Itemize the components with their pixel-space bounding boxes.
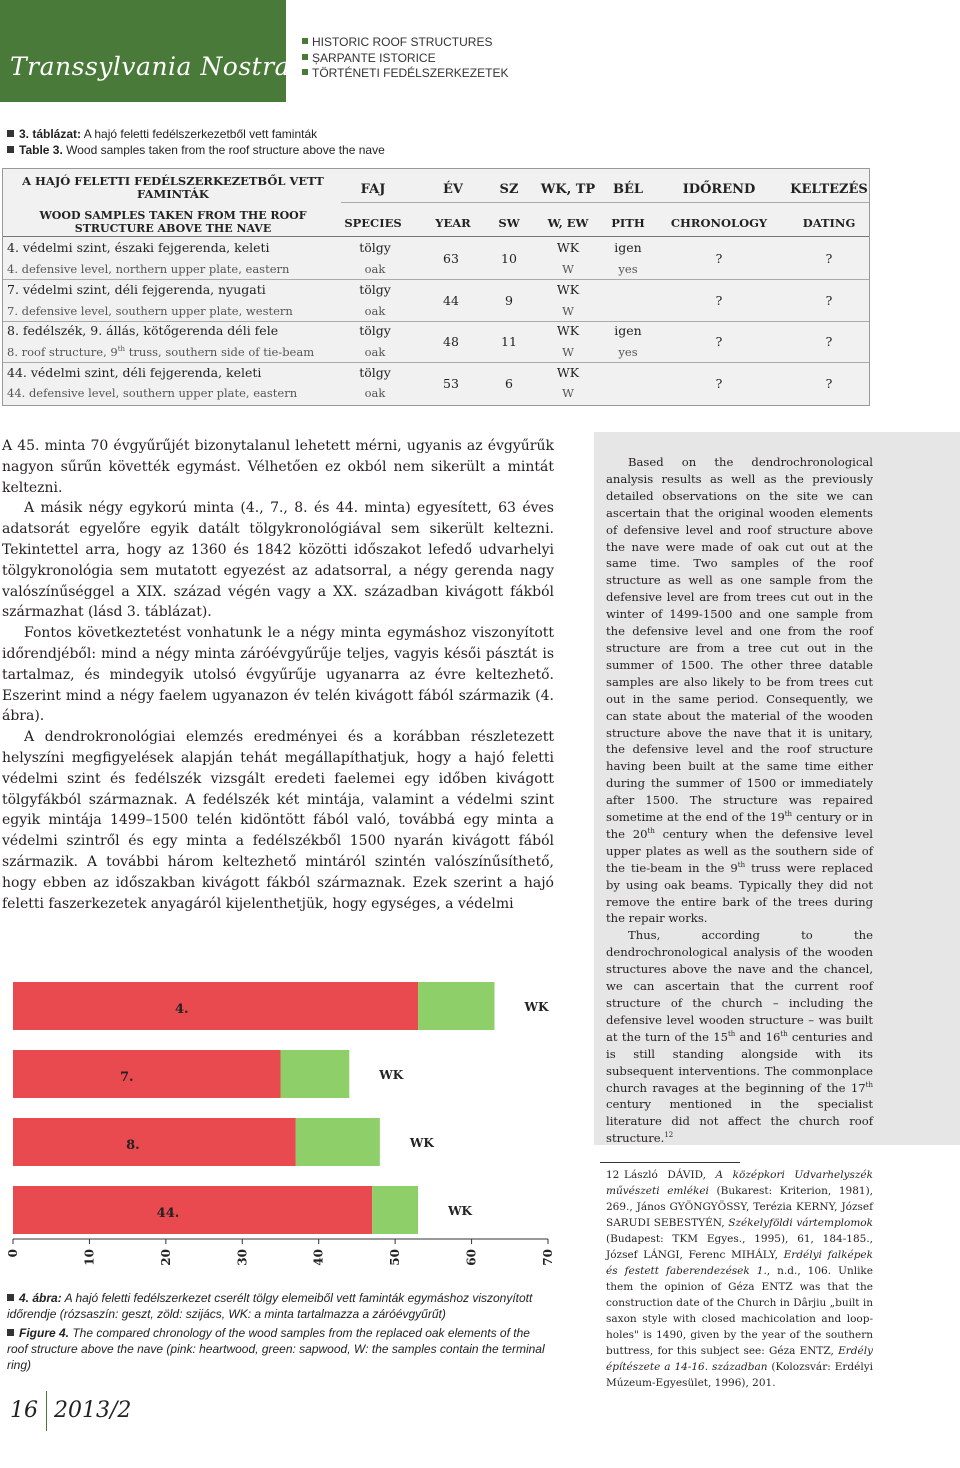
row-label-en: 7. defensive level, southern upper plate, western — [7, 304, 293, 318]
topic-item: HISTORIC ROOF STRUCTURES — [302, 35, 508, 51]
col-header: CHRONOLOGY — [670, 216, 768, 230]
tick-label: 30 — [235, 1249, 250, 1266]
footnote-number: 12 — [606, 1169, 620, 1181]
square-bullet-icon — [7, 130, 14, 137]
divider — [3, 236, 869, 237]
tick-label: 20 — [158, 1249, 173, 1266]
paragraph: Fontos következtetést vonhatunk le a négy minta egymáshoz viszonyított időrendjéből: mind a négy minta záróévgyűrűje teljes, vagyis késői pásztát is tartalmaz, és mindegyik utolsó évgyűrűje ugyanarra az évre keltezhető. Eszerint mind a négy faelem ugyanazon év telén kivágott fából származik (4. ábra). — [2, 625, 554, 725]
footnote-ref[interactable]: 12 — [664, 1131, 674, 1140]
square-bullet-icon — [302, 38, 308, 44]
col-header: W, EW — [547, 216, 589, 230]
species-hu: tölgy — [359, 240, 391, 255]
year-value: 53 — [443, 376, 459, 391]
figure-caption: 4. ábra: A hajó feletti fedélszerkezet cserélt tölgy elemeiből vett faminták egymáshoz viszonyított időrendje (rózsaszín: geszt, zöld: szijács, WK: a minta tartalmazza a záróévgyűrűt) Figure 4. The compared chronology of the wood samples from the replaced oak elements of the roof structure above the nave (pink: heartwood, green: sapwood, W: the samples contain the terminal ring) — [7, 1291, 545, 1372]
bar-heartwood — [13, 1050, 281, 1098]
tick-label: 60 — [464, 1249, 479, 1266]
paragraph: Based on the dendrochronological analysis results as well as the previously detailed observations on the site we can ascertain that the original wooden elements of defensive level and roof structure above the nave were made of oak cut out at the same time. Two samples of the roof structure as well as one sample from the defensive level are from trees cut out in the winter of 1499-1500 and one sample from the defensive level and one from the roof structure are from a tree cut out in the summer of 1500. The other three datable samples are also likely to be from trees cut out in the same period. Consequently, we can state about the material of the wooden structure above the nave that it is unitary, the defensive level and the roof structure having been built at the same time either during the summer of 1500 or immediately after 1500. The structure was repaired sometime at the end of the 19th century or in the 20th century when the defensive level upper plates as well as the southern side of the tie-beam in the 9th truss were replaced by using oak beams. Typically they did not remove the entire bark of the trees during the repair works. — [606, 455, 874, 926]
species-hu: tölgy — [359, 323, 391, 338]
wk-hu: WK — [556, 323, 580, 338]
square-bullet-icon — [302, 54, 308, 60]
topic-item: TÖRTÉNETI FEDÉLSZERKEZETEK — [302, 66, 508, 82]
footer-divider — [46, 1391, 47, 1431]
species-en: oak — [364, 262, 386, 276]
col-header: IDŐREND — [682, 182, 756, 197]
year-value: 63 — [443, 251, 459, 266]
bar-sapwood — [418, 982, 494, 1030]
square-bullet-icon — [7, 146, 14, 153]
row-label-en: 44. defensive level, southern upper plate, eastern — [7, 386, 298, 400]
col-header: KELTEZÉS — [790, 182, 868, 197]
terminal-ring-label: WK — [448, 1204, 472, 1218]
row-label-hu: 7. védelmi szint, déli fejgerenda, nyugati — [7, 282, 266, 297]
dating-value: ? — [825, 293, 833, 308]
sw-value: 9 — [505, 293, 513, 308]
tick-label: 0 — [6, 1249, 20, 1258]
paragraph: Thus, according to the dendrochronological analysis of the wooden structures above the nave and the chancel, we can ascertain that the current roof structure of the church – including the defensive level wooden structure – was built at the turn of the 15th and 16th centuries and is still standing alongside with its subsequent interventions. The commonplace church ravages at the beginning of the 17th century mentioned in the specialist literature did not affect the church roof structure.$^{12}$ — [606, 928, 873, 1146]
brand-title: Transsylvania Nostra — [10, 52, 291, 81]
terminal-ring-label: WK — [524, 1000, 549, 1014]
bar-label: 4. — [175, 1002, 189, 1017]
divider — [3, 321, 869, 322]
brand-banner — [0, 0, 291, 102]
square-bullet-icon — [7, 1329, 14, 1336]
bar-heartwood — [13, 982, 418, 1030]
col-header: YEAR — [435, 216, 471, 230]
row-label-hu: 8. fedélszék, 9. állás, kötőgerenda déli fele — [7, 323, 279, 338]
col-header: SPECIES — [344, 216, 402, 230]
sw-value: 6 — [505, 376, 513, 391]
body-text-hu — [2, 436, 554, 914]
dating-value: ? — [825, 251, 833, 266]
divider — [341, 202, 869, 203]
wk-hu: WK — [556, 365, 580, 380]
topic-list — [302, 35, 508, 82]
terminal-ring-label: WK — [409, 1136, 434, 1150]
dating-value: ? — [825, 334, 833, 349]
row-label-hu: 4. védelmi szint, északi fejgerenda, keleti — [7, 240, 270, 255]
issue-number: 2013/2 — [54, 1398, 132, 1423]
col-header: DATING — [802, 216, 856, 230]
species-en: oak — [364, 386, 386, 400]
col-header: WK, TP — [540, 182, 596, 197]
divider — [3, 362, 869, 363]
sw-value: 10 — [501, 251, 517, 266]
pith-hu: igen — [614, 323, 642, 338]
tick-label: 70 — [541, 1249, 555, 1266]
square-bullet-icon — [302, 69, 308, 75]
species-hu: tölgy — [359, 282, 391, 297]
wk-en: W — [562, 386, 574, 400]
bar-sapwood — [281, 1050, 350, 1098]
bar-heartwood — [13, 1118, 296, 1166]
footnote: 12 László DÁVID, A középkori Udvarhelyszék művészeti emlékei (Bukarest: Kriterion, 1981), 269., János GYÖNGYÖSSY, Terézia KERNY, József SARUDI SEBESTYÉN, Székelyföldi vártemplomok (Budapest: TKM Egyes., 1995), 61, 184-185., József LÁNGI, Ferenc MIHÁLY, Erdélyi falképek és festett faberendezések 1., n.d., 106. Unlike them the opinion of Géza ENTZ was that the construction date of the Church in Dârjiu „built in saxon style with closed machicolation and loop-holes" is 1490, given by the year of the southern buttress, for this subject see: Géza ENTZ, Erdély építészete a 14-16. században (Kolozsvár: Erdélyi Múzeum-Egyesület, 1996), 201. — [606, 1169, 874, 1389]
year-value: 48 — [443, 334, 459, 349]
bar-heartwood — [13, 1186, 372, 1234]
wk-en: W — [562, 304, 574, 318]
tick-label: 50 — [388, 1249, 403, 1266]
divider — [3, 279, 869, 280]
terminal-ring-label: WK — [379, 1068, 404, 1082]
pith-en: yes — [618, 262, 638, 276]
pith-hu: igen — [614, 240, 642, 255]
chronology-value: ? — [715, 334, 723, 349]
sw-value: 11 — [501, 334, 517, 349]
bar-sapwood — [296, 1118, 380, 1166]
table-title-en: WOOD SAMPLES TAKEN FROM THE ROOF STRUCTURE ABOVE THE NAVE — [39, 209, 307, 235]
page-number: 16 — [10, 1398, 38, 1423]
chronology-value: ? — [715, 376, 723, 391]
page-footer — [0, 1389, 960, 1468]
wk-en: W — [562, 262, 574, 276]
bar-label: 7. — [120, 1070, 134, 1085]
wood-samples-table — [2, 168, 870, 406]
species-en: oak — [364, 345, 386, 359]
bar-sapwood — [372, 1186, 418, 1234]
col-header: PITH — [611, 216, 645, 230]
row-label-en: 8. roof structure, 9th truss, southern side of tie-beam — [7, 345, 315, 359]
dating-value: ? — [825, 376, 833, 391]
x-ticks — [6, 1239, 555, 1266]
chart-bars — [13, 982, 549, 1234]
paragraph: A másik négy egykorú minta (4., 7., 8. és 44. minta) egyesített, 63 éves adatsorát egyelőre egyik datált tölgykronológiával sem sikerült keltezni. Tekintettel arra, hogy az 1360 és 1842 közötti időszakot lefedő udvarhelyi tölgykronológia sem mutatott egyezést az adatsorral, a négy gerenda nagy valószínűséggel a XIX. század végén vagy a XX. században kivágott fákból származhat (lásd 3. táblázat). — [2, 500, 554, 621]
year-value: 44 — [443, 293, 459, 308]
paragraph: A dendrokronológiai elemzés eredményei és a korábban részletezett helyszíni megfigyelések alapján tehát megállapíthatjuk, hogy a hajó feletti védelmi szint és fedélszék vizsgált eredeti faelemei egy időben kivágott tölgyfákból származnak. A fedélszék két mintája, valamint a védelmi szint egyik mintája 1499–1500 telén kidöntött fából való, továbbá egy minta a védelmi szintről és egy minta a fedélszékből 1500 nyarán kivágott fából származik. A további három keltezhető mintáról szintén valószínűsíthető, hogy ebben az időszakban kivágott fákból származnak. Ezek szerint a hajó feletti faszerkezetek anyagáról kijelenthetjük, hogy egységes, a védelmi — [2, 729, 554, 912]
sidebar-text — [606, 454, 873, 1147]
wk-hu: WK — [556, 282, 580, 297]
col-header: SW — [498, 216, 520, 230]
row-label-hu: 44. védelmi szint, déli fejgerenda, keleti — [7, 365, 262, 380]
tick-label: 10 — [82, 1249, 97, 1266]
square-bullet-icon — [7, 1294, 14, 1301]
species-en: oak — [364, 304, 386, 318]
col-header: SZ — [499, 182, 519, 197]
wk-en: W — [562, 345, 574, 359]
col-header: ÉV — [443, 182, 463, 197]
table-caption: 3. táblázat: A hajó feletti fedélszerkezetből vett faminták Table 3. Wood samples taken from the roof structure above the nave — [7, 127, 385, 158]
paragraph: A 45. minta 70 évgyűrűjét bizonytalanul lehetett mérni, ugyanis az évgyűrűk nagyon sűrűn követték egymást. Vélhetően ez okból nem sikerült a mintát keltezni. — [2, 438, 554, 496]
chronology-value: ? — [715, 251, 723, 266]
wk-hu: WK — [556, 240, 580, 255]
chronology-value: ? — [715, 293, 723, 308]
col-header: BÉL — [612, 182, 644, 197]
row-label-en: 4. defensive level, northern upper plate, eastern — [7, 262, 290, 276]
bar-label: 44. — [156, 1206, 180, 1221]
table-title-hu: A HAJÓ FELETTI FEDÉLSZERKEZETBŐL VETT FAMINTÁK — [22, 174, 324, 201]
bar-label: 8. — [126, 1138, 140, 1153]
pith-en: yes — [618, 345, 638, 359]
tick-label: 40 — [311, 1249, 326, 1266]
col-header: FAJ — [360, 182, 386, 197]
footnote-rule — [600, 1162, 740, 1163]
topic-item: ȘARPANTE ISTORICE — [302, 51, 508, 67]
chronology-bar-chart — [0, 975, 560, 1280]
species-hu: tölgy — [359, 365, 391, 380]
